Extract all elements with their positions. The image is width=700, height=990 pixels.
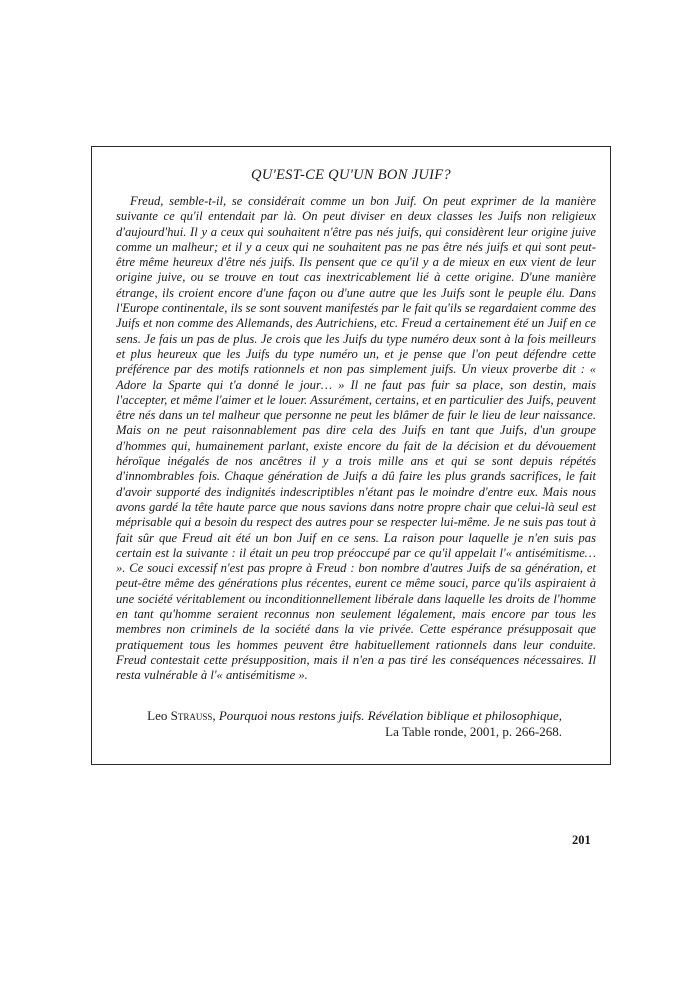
page-number: 201 (572, 833, 591, 847)
citation-author-last-name: Strauss (170, 708, 213, 723)
quote-title: QU'EST-CE QU'UN BON JUIF? (251, 167, 451, 183)
quote-body: Freud, semble-t-il, se considérait comme un bon Juif. On peut exprimer de la manière suivante ce qu'il entendait par là. On peut diviser en deux classes les Juifs non religieux d'aujourd'hui. Il y a ceux qui souhaitent n'être pas nés juifs, qui considèrent leur origine juive comme un malheur; et il y a ceux qui ne souhaitent pas ne pas être nés juifs et qui sont peut-être même heureux d'être nés juifs. Ils pensent que ce qu'il y a de mieux en eux vient de leur origine juive, ou se trouve en tout cas inextricablement lié à cette origine. D'une manière étrange, ils croient encore d'une façon ou d'une autre que les Juifs sont le peuple élu. Dans l'Europe continentale, ils se sont souvent manifestés par le fait qu'ils se regardaient comme des Juifs et non comme des Allemands, des Autrichiens, etc. Freud a certainement été un Juif en ce sens. Je fais un pas de plus. Je crois que les Juifs du type numéro deux sont à la fois meilleurs et plus heureux que les Juifs du type numéro un, et je pense que l'on peut défendre cette préférence par des motifs rationnels et non pas simplement juifs. Un vieux proverbe dit : « Adore la Sparte qui t'a donné le jour… » Il ne faut pas fuir sa place, son destin, mais l'accepter, et même l'aimer et le louer. Assurément, certains, et en particulier des Juifs, peuvent être nés dans un tel malheur que personne ne peut les blâmer de fuir le lieu de leur naissance. Mais on ne peut raisonnablement pas dire cela des Juifs en tant que Juifs, d'un groupe d'hommes qui, humainement parlant, existe encore du fait de la décision et du dévouement héroïque inégalés de nos ancêtres il y a trois mille ans et qui se sont depuis répétés d'innombrables fois. Chaque génération de Juifs a dû faire les plus grands sacrifices, le fait d'avoir supporté des indignités indescriptibles n'étant pas le moindre d'entre eux. Mais nous avons gardé la tête haute parce que nous savions dans notre propre chair que celui-là seul est méprisable qui a besoin du respect des autres pour se respecter lui-même. Je ne suis pas tout à fait sûr que Freud ait été un bon Juif en ce sens. La raison pour laquelle je n'en suis pas certain est la suivante : il était un peu trop préoccupé par ce qu'il appelait l'« antisémitisme… ». Ce souci excessif n'est pas propre à Freud : bon nombre d'autres Juifs de sa génération, et peut-être même des générations plus récentes, eurent ce même souci, parce qu'ils aspiraient à une société véritablement ou inconditionnellement libérale dans laquelle les droits de l'homme en tant qu'homme seraient reconnus non seulement légalement, mais encore par tous les membres non criminels de la société dans la vie privée. Cette espérance présupposait que pratiquement tous les hommes peuvent être habituellement rationnels dans leur conduite. Freud contestait cette présupposition, mais il n'en a pas tiré les conséquences nécessaires. Il resta vulnérable à l'« antisémitisme ». (116, 194, 596, 683)
quote-citation: Leo Strauss, Pourquoi nous restons juifs. Révélation biblique et philosophique, La Table ronde, 2001, p. 266-268. (147, 708, 562, 739)
citation-work-title: Pourquoi nous restons juifs. Révélation biblique et philosophique, (218, 708, 562, 723)
citation-publisher: La Table ronde, 2001, p. 266-268. (385, 724, 562, 739)
citation-author-first-name: Leo (147, 708, 168, 723)
quote-box (91, 146, 611, 765)
